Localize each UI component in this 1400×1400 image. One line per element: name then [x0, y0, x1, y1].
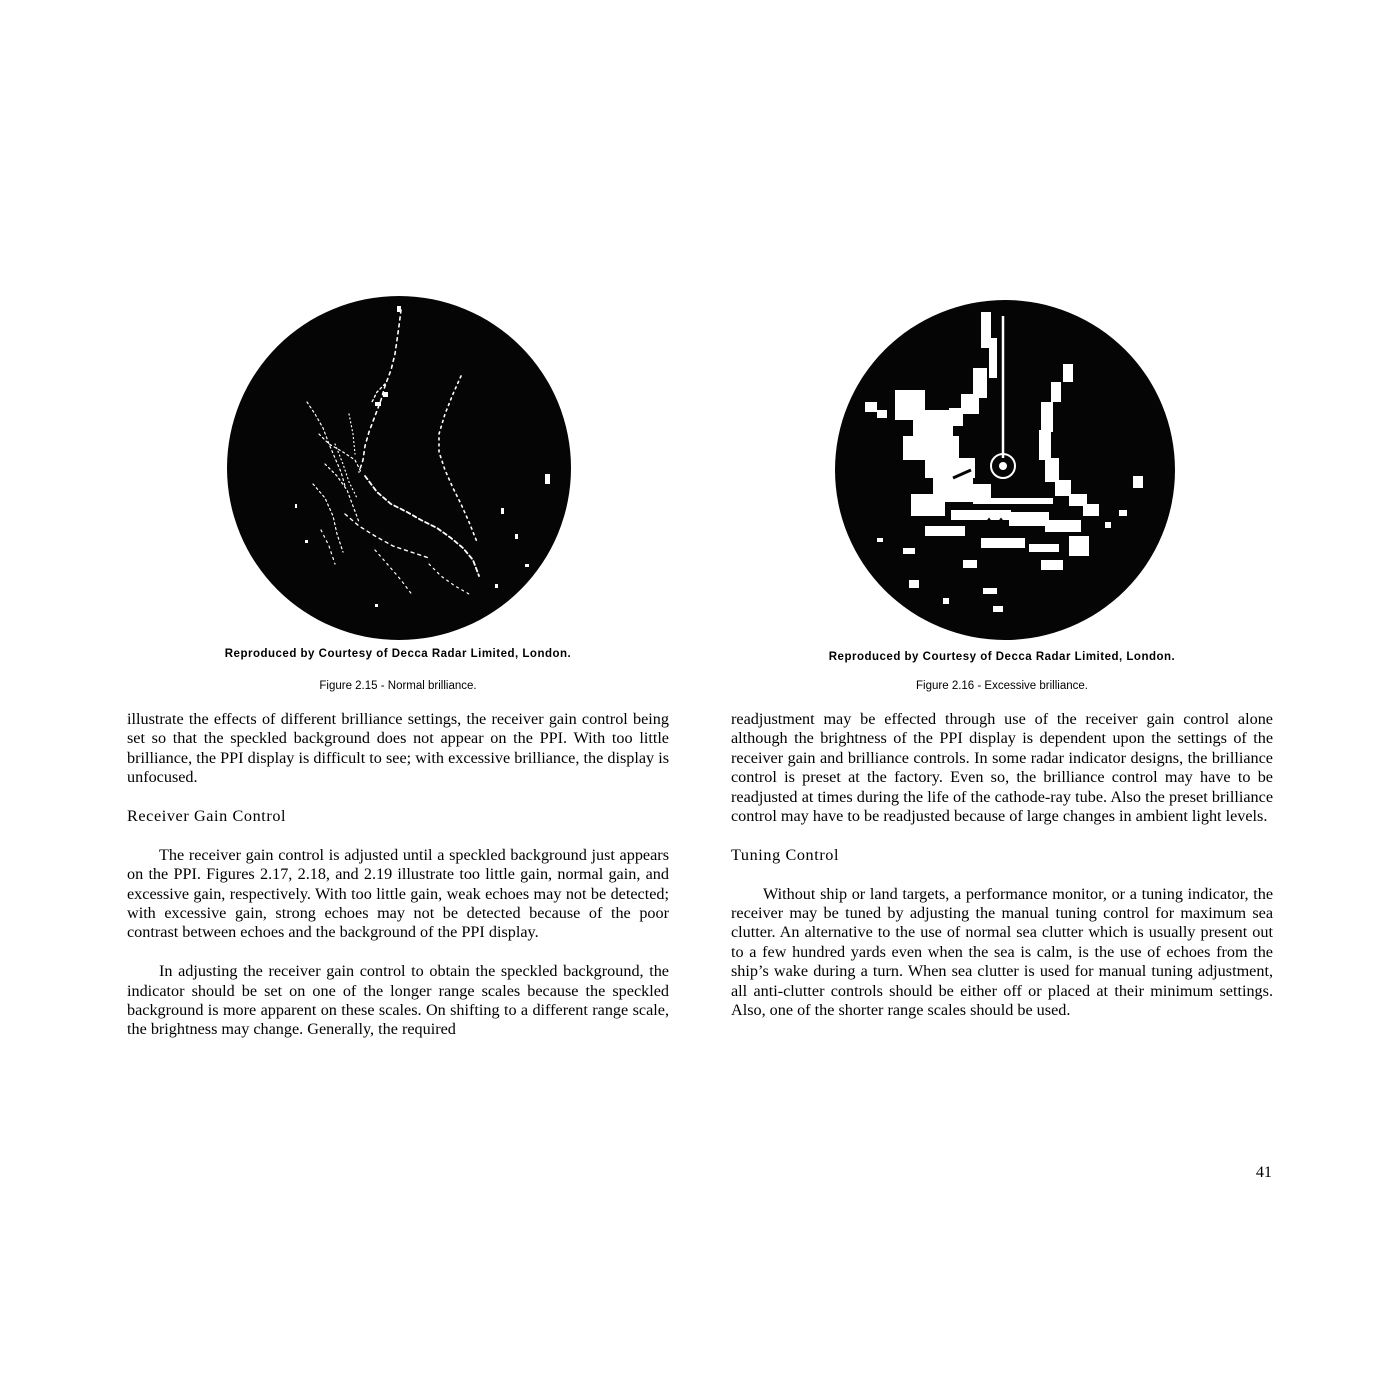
paragraph: Without ship or land targets, a performance monitor, or a tuning indicator, the receiver may be tuned by adjusting the manual tuning control for maximum sea clutter. An alternative to the use of normal sea clutter which is usually present out to a few hundred yards even when the sea is calm, is the use of echoes from the ship’s wake during a turn. When sea clutter is used for manual tuning adjustment, all anti-clutter controls should be either off or placed at their minimum settings. Also, one of the shorter range scales should be used. — [731, 884, 1273, 1020]
figure-caption: Figure 2.15 - Normal brilliance. — [319, 680, 477, 692]
page-number: 41 — [1255, 1163, 1272, 1181]
figure-2-16 — [731, 294, 1273, 694]
paragraph: readjustment may be effected through use of the receiver gain control alone although the brightness of the PPI display is dependent upon the settings of the receiver gain and brilliance controls. In some radar indicator designs, the brilliance control is preset at the factory. Even so, the brilliance control may have to be readjusted at times during the life of the cathode-ray tube. Also the preset brilliance control may have to be readjusted because of large changes in ambient light levels. — [731, 710, 1273, 826]
ppi-normal-brilliance-image — [225, 294, 573, 642]
left-text — [127, 710, 669, 1040]
paragraph: The receiver gain control is adjusted until a speckled background just appears on the PPI. Figures 2.17, 2.18, and 2.19 illustrate too little gain, normal gain, and excessive gain, respectively. With too little gain, weak echoes may not be detected; with excessive gain, strong echoes may not be detected because of the poor contrast between echoes and the background of the PPI display. — [127, 845, 669, 942]
figure-caption: Figure 2.16 - Excessive brilliance. — [916, 680, 1088, 692]
section-heading-receiver-gain: Receiver Gain Control — [127, 807, 287, 826]
figure-credit: Reproduced by Courtesy of Decca Radar Limited, London. — [224, 648, 572, 660]
figure-credit: Reproduced by Courtesy of Decca Radar Limited, London. — [828, 651, 1176, 663]
paragraph: illustrate the effects of different brilliance settings, the receiver gain control being set so that the speckled background does not appear on the PPI. With too little brilliance, the PPI display is difficult to see; with excessive brilliance, the display is unfocused. — [127, 710, 669, 787]
left-column — [127, 294, 669, 1059]
paragraph: In adjusting the receiver gain control to obtain the speckled background, the indicator should be set on one of the longer range scales because the speckled background is more apparent on these scales. On shifting to a different range scale, the brightness may change. Generally, the required — [127, 962, 669, 1039]
right-text — [731, 710, 1273, 1020]
ppi-excessive-brilliance-image — [833, 298, 1177, 642]
right-column — [731, 294, 1273, 1040]
section-heading-tuning-control: Tuning Control — [731, 845, 840, 864]
figure-2-15 — [127, 294, 669, 694]
